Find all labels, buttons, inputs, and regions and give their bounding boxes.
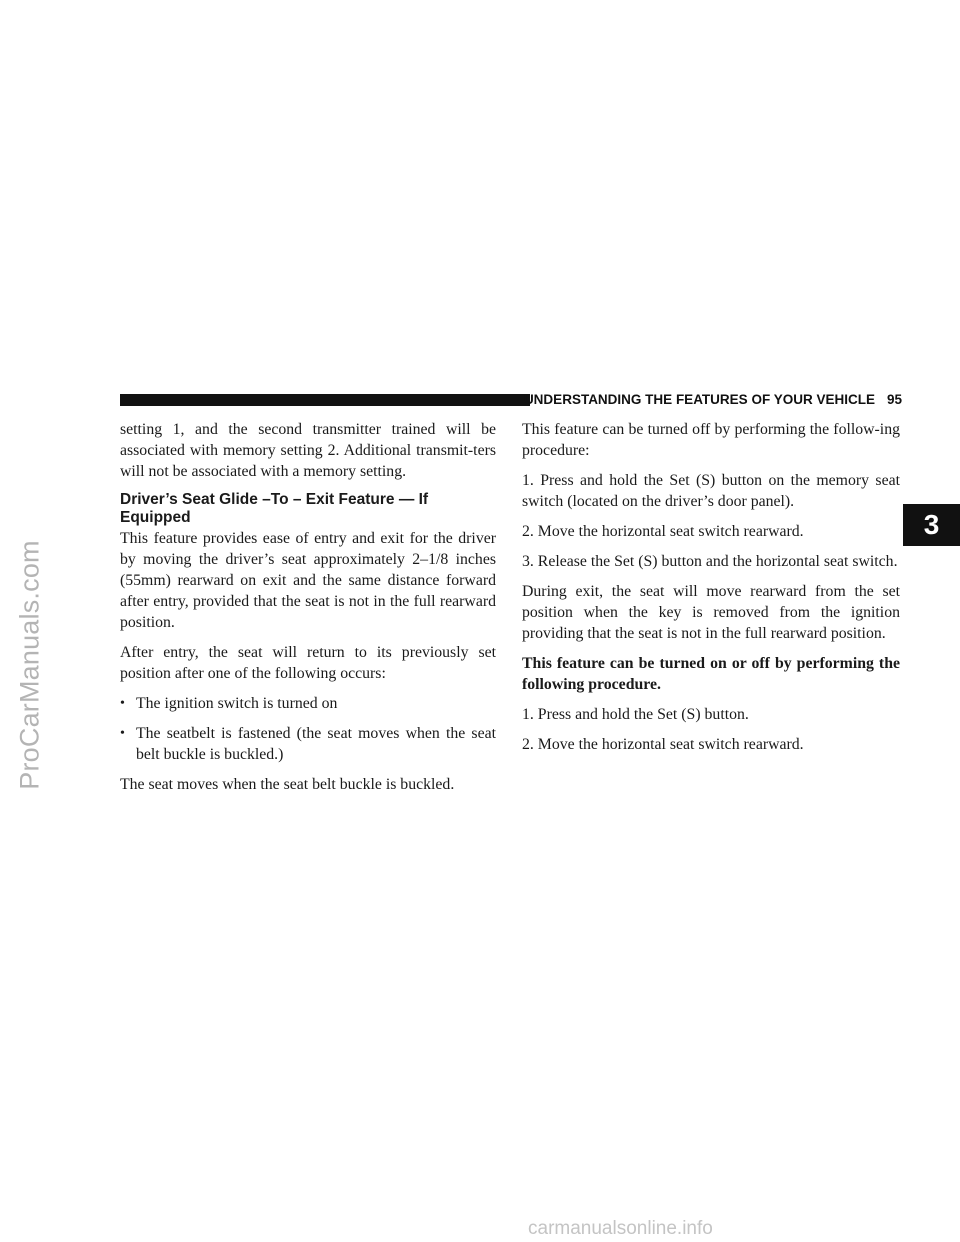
paragraph: This feature provides ease of entry and exit for the driver by moving the driver’s seat approximately 2–1/8 inches (55mm) rearward on exit and the same distance forward after entry, provided that the seat is not in the full rearward position. — [120, 530, 496, 631]
procedure-step: 1. Press and hold the Set (S) button. — [522, 706, 749, 723]
paragraph: This feature can be turned off by performing the follow-ing procedure: — [522, 421, 900, 459]
bullet-item — [120, 723, 496, 765]
bold-paragraph: This feature can be turned on or off by performing the following procedure. — [522, 655, 900, 693]
bullet-text: The ignition switch is turned on — [136, 695, 338, 712]
procedure-step: 3. Release the Set (S) button and the horizontal seat switch. — [522, 553, 898, 570]
paragraph: The seat moves when the seat belt buckle is buckled. — [120, 776, 455, 793]
running-header — [523, 391, 902, 409]
side-watermark-text: ProCarManuals.com — [14, 540, 45, 790]
header-title: UNDERSTANDING THE FEATURES OF YOUR VEHICLE — [523, 392, 875, 407]
chapter-tab: 3 — [903, 504, 960, 546]
side-watermark — [6, 500, 54, 830]
bullet-icon: • — [120, 726, 125, 741]
page-number: 95 — [886, 392, 902, 407]
procedure-step: 2. Move the horizontal seat switch rearward. — [522, 736, 804, 753]
bullet-item — [120, 693, 496, 714]
right-column — [522, 419, 900, 764]
paragraph: During exit, the seat will move rearward from the set position when the key is removed from the ignition providing that the seat is not in the full rearward position. — [522, 583, 900, 642]
bullet-text: The seatbelt is fastened (the seat moves when the seat belt buckle is buckled.) — [136, 725, 496, 763]
footer-watermark: carmanualsonline.info — [528, 1218, 713, 1239]
paragraph: After entry, the seat will return to its previously set position after one of the following occurs: — [120, 644, 496, 682]
procedure-step: 1. Press and hold the Set (S) button on the memory seat switch (located on the driver’s door panel). — [522, 472, 900, 510]
section-heading: Driver’s Seat Glide –To – Exit Feature — If Equipped — [120, 491, 429, 526]
bullet-icon: • — [120, 696, 125, 711]
left-column — [120, 419, 496, 804]
procedure-step: 2. Move the horizontal seat switch rearward. — [522, 523, 804, 540]
intro-paragraph: setting 1, and the second transmitter trained will be associated with memory setting 2. Additional transmit-ters will not be associated with a memory setting. — [120, 421, 496, 480]
